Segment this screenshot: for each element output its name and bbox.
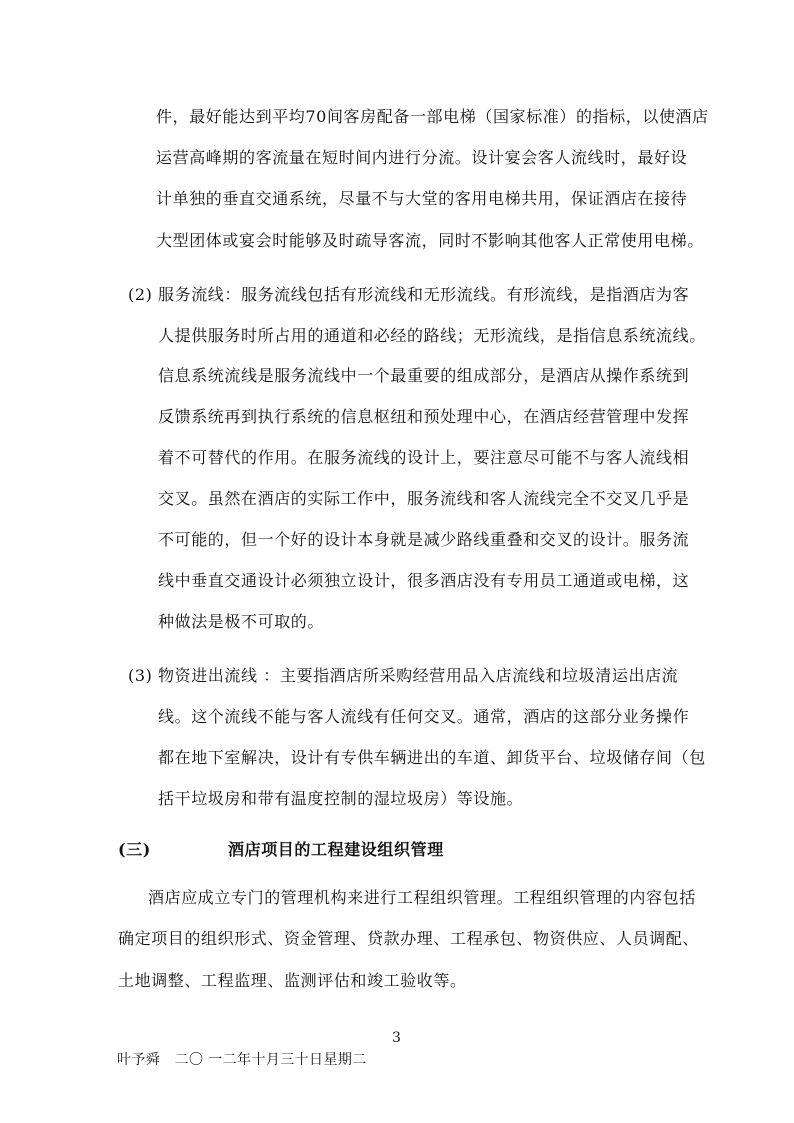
text-line: 土地调整、工程监理、监测评估和竣工验收等。: [118, 971, 467, 990]
text-line: 不可能的，但一个好的设计本身就是减少路线重叠和交叉的设计。服务流: [158, 530, 690, 549]
text-line: 着不可替代的作用。在服务流线的设计上，要注意尽可能不与客人流线相: [158, 448, 690, 467]
text-line: 物资进出流线 ：主要指酒店所采购经营用品入店流线和垃圾清运出店流: [158, 666, 679, 685]
text-line: 种做法是极不可取的。: [158, 612, 325, 631]
text-line: 线。这个流线不能与客人流线有任何交叉。通常，酒店的这部分业务操作: [158, 707, 690, 726]
footer-author-date: 叶予舜 二〇 一二年十月三十日星期二: [117, 1052, 367, 1068]
text-line: 人提供服务时所占用的通道和必经的路线；无形流线，是指信息系统流线。: [158, 326, 706, 345]
text-line: 线中垂直交通设计必须独立设计，很多酒店没有专用员工通道或电梯，这: [158, 571, 690, 590]
list-marker: (3): [128, 666, 153, 685]
text-line: 反馈系统再到执行系统的信息枢纽和预处理中心，在酒店经营管理中发挥: [158, 407, 690, 426]
section-title: 酒店项目的工程建设组织管理: [228, 840, 444, 859]
section-number: (三): [118, 840, 151, 859]
text-line: 括干垃圾房和带有温度控制的湿垃圾房）等设施。: [158, 789, 524, 808]
text-line: 大型团体或宴会时能够及时疏导客流，同时不影响其他客人正常使用电梯。: [156, 231, 704, 250]
text-line: 信息系统流线是服务流线中一个最重要的组成部分，是酒店从操作系统到: [158, 366, 690, 385]
text-line: 都在地下室解决，设计有专供车辆进出的车道、卸货平台、垃圾储存间（包: [158, 748, 706, 767]
text-line: 确定项目的组织形式、资金管理、贷款办理、工程承包、物资供应、人员调配、: [118, 929, 700, 948]
text-line: 服务流线：服务流线包括有形流线和无形流线。有形流线，是指酒店为客: [158, 285, 690, 304]
page-number: 3: [392, 1030, 402, 1046]
text-line: 运营高峰期的客流量在短时间内进行分流。设计宴会客人流线时，最好设: [156, 148, 688, 167]
list-marker: (2): [128, 285, 153, 304]
text-line: 酒店应成立专门的管理机构来进行工程组织管理。工程组织管理的内容包括: [148, 888, 696, 907]
text-line: 计单独的垂直交通系统，尽量不与大堂的客用电梯共用，保证酒店在接待: [156, 189, 688, 208]
text-line: 交叉。虽然在酒店的实际工作中，服务流线和客人流线完全不交叉几乎是: [158, 489, 690, 508]
text-line: 件，最好能达到平均70间客房配备一部电梯（国家标准）的指标，以使酒店: [156, 107, 709, 126]
